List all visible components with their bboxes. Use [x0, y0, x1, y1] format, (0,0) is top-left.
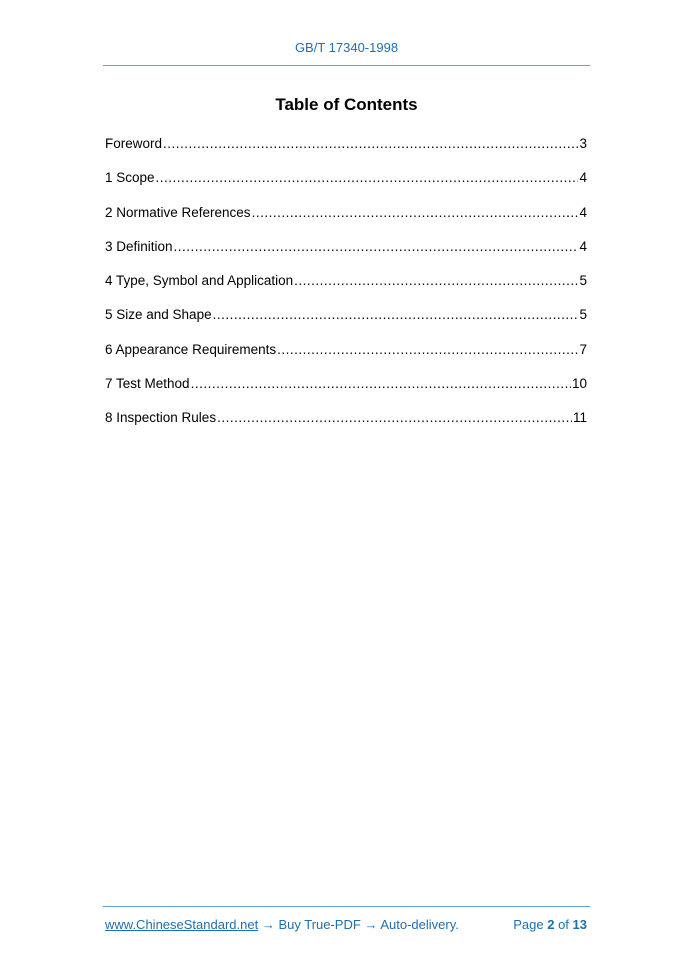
header-divider — [103, 65, 590, 66]
toc-entry-definition[interactable] — [105, 237, 587, 271]
toc-entry-inspection-rules[interactable] — [105, 408, 587, 442]
toc-entry-label: 1 Scope — [105, 170, 155, 186]
arrow-icon: → — [364, 917, 378, 932]
toc-entry-page: 4 — [579, 204, 587, 220]
buy-text: Buy True-PDF — [278, 917, 361, 932]
footer-promo — [105, 917, 459, 932]
document-code-header: GB/T 17340-1998 — [294, 40, 399, 55]
toc-entry-label: 3 Definition — [105, 238, 173, 254]
toc-entry-page: 4 — [579, 238, 587, 254]
toc-entry-label: 6 Appearance Requirements — [105, 341, 277, 357]
toc-title: Table of Contents — [275, 95, 418, 114]
page-footer — [105, 917, 587, 932]
toc-entry-page: 7 — [579, 341, 587, 357]
toc-entry-size-and-shape[interactable] — [105, 305, 587, 339]
toc-dot-leader — [156, 168, 579, 188]
footer-divider — [103, 906, 590, 907]
of-word: of — [558, 917, 569, 932]
arrow-icon: → — [261, 917, 275, 932]
toc-list — [105, 134, 587, 443]
toc-entry-label: 8 Inspection Rules — [105, 410, 217, 426]
toc-entry-label: 5 Size and Shape — [105, 307, 212, 323]
toc-entry-page: 4 — [579, 170, 587, 186]
toc-entry-appearance-requirements[interactable] — [105, 340, 587, 374]
toc-dot-leader — [163, 134, 578, 154]
current-page-number: 2 — [547, 917, 555, 932]
page-word: Page — [513, 917, 544, 932]
toc-entry-label: 2 Normative References — [105, 204, 251, 220]
site-link[interactable]: www.ChineseStandard.net — [105, 917, 259, 932]
toc-entry-page: 10 — [571, 376, 587, 392]
toc-entry-test-method[interactable] — [105, 374, 587, 408]
toc-dot-leader — [191, 374, 571, 394]
toc-dot-leader — [213, 305, 579, 325]
toc-entry-normative-references[interactable] — [105, 203, 587, 237]
page-indicator — [513, 917, 587, 932]
toc-entry-page: 11 — [572, 410, 587, 426]
toc-dot-leader — [217, 408, 572, 428]
toc-entry-scope[interactable] — [105, 168, 587, 202]
toc-entry-type-symbol-application[interactable] — [105, 271, 587, 305]
toc-dot-leader — [277, 340, 578, 360]
toc-entry-page: 3 — [579, 136, 587, 151]
toc-dot-leader — [294, 271, 578, 291]
toc-entry-label: Foreword — [105, 136, 163, 151]
total-pages-number: 13 — [572, 917, 587, 932]
toc-entry-label: 4 Type, Symbol and Application — [105, 273, 294, 289]
toc-entry-label: 7 Test Method — [105, 376, 190, 392]
toc-entry-foreword[interactable] — [105, 134, 587, 168]
toc-dot-leader — [174, 237, 579, 257]
toc-entry-page: 5 — [579, 273, 587, 289]
toc-dot-leader — [252, 203, 579, 223]
toc-entry-page: 5 — [579, 307, 587, 323]
delivery-text: Auto-delivery. — [380, 917, 459, 932]
